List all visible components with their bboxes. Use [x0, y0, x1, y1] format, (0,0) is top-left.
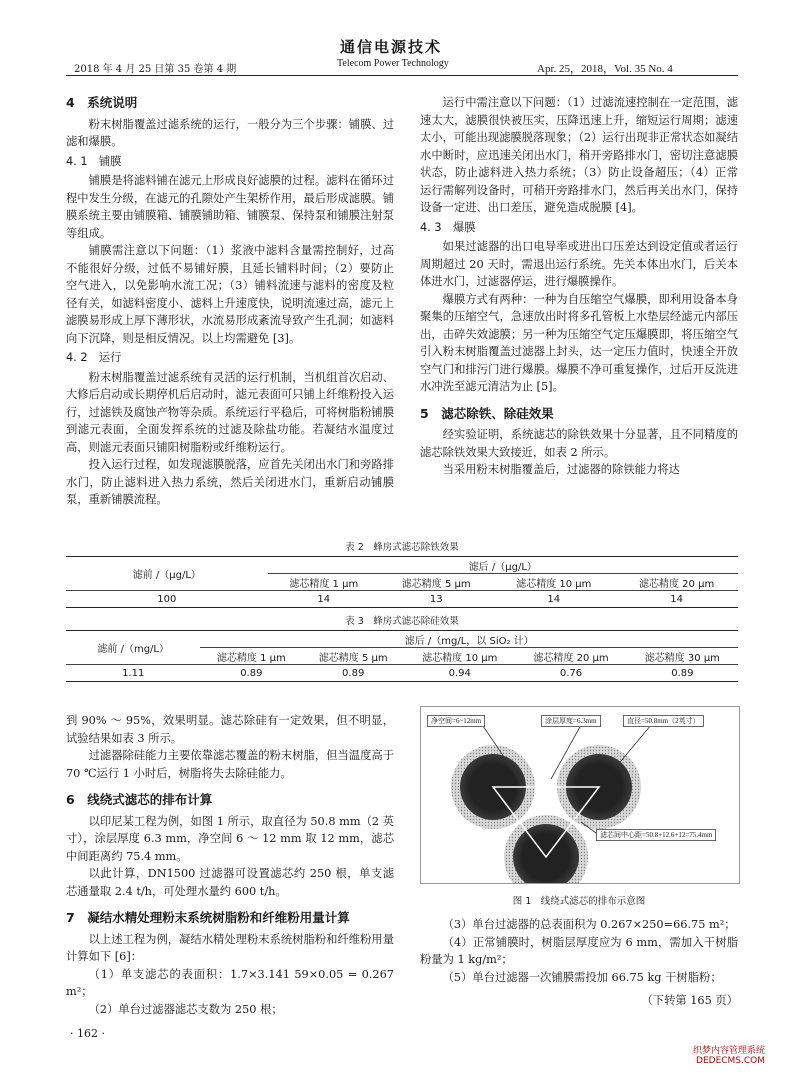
left-column: [66, 94, 394, 509]
table-2: [66, 540, 738, 608]
section-6-text-2: 以此计算，DN1500 过滤器可设置滤芯约 250 根，单支滤芯通量取 2.4 t/h，可处理水量约 600 t/h。: [66, 867, 394, 898]
section-7-text-2: （1）单支滤芯的表面积：1.7×3.141 59×0.05 = 0.267 m²；: [66, 967, 394, 998]
figure-1: [420, 706, 740, 884]
section-4-2-title: 4. 2 运行: [66, 351, 122, 364]
table-3-col-header: 滤芯精度 20 μm: [515, 648, 626, 665]
table-cell: 0.89: [240, 667, 263, 679]
table-2-row-header: 滤前 /（μg/L）: [66, 557, 268, 591]
section-4-3-text-1: 如果过滤器的出口电导率或进出口压差达到设定值或者运行周期超过 20 天时，需退出运行系统。先关本体出水门，后关本体进水门，过滤器停运，进行爆膜操作。: [420, 240, 738, 288]
table-3-col-header: 滤芯精度 1 μm: [200, 648, 302, 665]
right-column: [420, 94, 738, 479]
running-header: [0, 0, 793, 80]
table-3-col-header: 滤芯精度 5 μm: [302, 648, 404, 665]
table-cell: 14: [670, 593, 683, 605]
table-cell: 14: [317, 593, 331, 605]
section-7-text-4: （3）单台过滤器的总表面积为 0.267×250=66.75 m²；: [442, 918, 736, 931]
table-3-col-header: 滤芯精度 30 μm: [627, 648, 738, 665]
section-5-text-4: 过滤器除硅能力主要依靠滤芯覆盖的粉末树脂，但当温度高于 70 ℃运行 1 小时后，树脂将失去除硅能力。: [66, 749, 394, 780]
table-3-col-header: 滤芯精度 10 μm: [404, 648, 515, 665]
section-5-text-2: 当采用粉末树脂覆盖后，过滤器的除铁能力将达: [442, 463, 680, 476]
table-2-group-header: 滤后 /（μg/L）: [268, 557, 738, 574]
table-3-row-header: 滤前 /（mg/L）: [66, 631, 200, 665]
bottom-left-column: [66, 712, 394, 1018]
issue-info-en: Apr. 25，2018，Vol. 35 No. 4: [537, 63, 673, 75]
table-cell: 1.11: [122, 667, 145, 679]
section-7-text-5: （4）正常铺膜时，树脂层厚度应为 6 mm，需加入干树脂粉量为 1 kg/m²；: [420, 935, 738, 966]
journal-subtitle: Telecom Power Technology: [337, 58, 449, 69]
section-5-text-1: 经实验证明，系统滤芯的除铁效果十分显著，且不同精度的滤芯除铁效果大致接近，如表 2 所示。: [420, 428, 738, 459]
watermark-line-2: DEDECMS.COM: [696, 1056, 766, 1066]
table-cell: 14: [547, 593, 561, 605]
label-diameter: 直径=50.8mm（2英寸）: [623, 715, 704, 727]
section-5-title: 5 滤芯除铁、除硅效果: [420, 405, 554, 421]
section-4-text: 粉末树脂覆盖过滤系统的运行，一般分为三个步骤：铺膜、过滤和爆膜。: [66, 117, 394, 148]
filter-element-bottom: [504, 815, 588, 883]
issue-info-cn: 2018 年 4 月 25 日第 35 卷第 4 期: [74, 64, 237, 75]
section-4-3-text-2: 爆膜方式有两种：一种为自压缩空气爆膜，即利用设备本身聚集的压缩空气，急速放出时将多孔管板上水垫层经滤元内部压出，击碎失效滤膜；另一种为压缩空气定压爆膜即，将压缩空气引入粉末树脂覆盖过滤器上封头，达一定压力值时，快速全开放空气门和排污门进行爆膜。爆膜不净可重复操作，过后开反洗进水冲洗至滤元清洁为止 [5]。: [420, 292, 738, 393]
header-rule: [66, 75, 738, 76]
table-3: [66, 614, 738, 682]
section-4-2-text-2: 投入运行过程，如发现滤膜脱落，应首先关闭出水门和旁路排水门，防止滤料进入热力系统，然后关闭进水门，重新启动铺膜泵，重新铺膜流程。: [66, 458, 394, 506]
table-3-group-header: 滤后 /（mg/L，以 SiO₂ 计）: [200, 631, 738, 648]
table-cell: 0.89: [671, 667, 694, 679]
table-2-col-header: 滤芯精度 1 μm: [268, 574, 380, 591]
section-6-title: 6 线绕式滤芯的排布计算: [66, 792, 213, 807]
leader-line: [616, 725, 651, 767]
table-row: [66, 591, 738, 608]
section-7-text-3: （2）单台过滤器滤芯支数为 250 根；: [88, 1002, 283, 1016]
table-cell: 0.89: [342, 667, 365, 679]
section-4-2-text-3: 运行中需注意以下问题：（1）过滤流速控制在一定范围，滤速太大，滤膜很快被压实，压降迅速上升，缩短运行周期；滤速太小，可能出现滤膜脱落现象；（2）运行出现非正常状态如凝结水中断时，应迅速关闭出水门，稍开旁路排水门，密切注意滤膜状态，防止滤料进入热力系统；（3）防止设备超压；（4）正常运行需解列设备时，可稍开旁路排水门，然后再关出水门，保持设备一定进、出口差压，避免造成脱膜 [4]。: [420, 96, 738, 214]
table-cell: 100: [157, 593, 177, 605]
label-center-distance: 滤芯间中心距=50.8+12.6+12=75.4mm: [596, 829, 716, 841]
table-cell: 0.76: [559, 667, 583, 679]
section-7-text-6: （5）单台过滤器一次铺膜需投加 66.75 kg 干树脂粉；: [442, 970, 722, 984]
table-2-col-header: 滤芯精度 10 μm: [492, 574, 615, 591]
table-cell: 13: [429, 593, 443, 605]
table-3-caption: 表 3 蜂房式滤芯除硅效果: [345, 616, 459, 627]
label-coating: 涂层厚度=6.3mm: [541, 715, 601, 727]
section-7-title: 7 凝结水精处理粉末系统树脂粉和纤维粉用量计算: [66, 910, 350, 925]
table-row: [66, 665, 738, 682]
figure-1-caption: 图 1 线绕式滤芯的排布示意图: [512, 896, 646, 907]
label-clearance: 净空间=6~12mm: [427, 715, 485, 727]
watermark: [693, 1043, 765, 1066]
section-4-3-title: 4. 3 爆膜: [420, 220, 476, 234]
filter-layout-diagram: [421, 707, 739, 883]
section-4-1-text-1: 铺膜是将滤料铺在滤元上形成良好滤膜的过程。滤料在循环过程中发生分级，在滤元的孔隙处产生架桥作用，最后形成滤膜。铺膜系统主要由铺膜箱、铺膜铺助箱、铺膜泵、保持泵和铺膜注射泵等组成。: [66, 174, 394, 240]
section-4-1-text-2: 铺膜需注意以下问题：（1）浆液中滤料含量需控制好，过高不能很好分级，过低不易铺好膜，且延长铺料时间；（2）要防止空气进入，以免影响水流工况；（3）铺料流速与滤料的密度及粒径有关，如滤料密度小、滤料上升速度快，说明流速过高，滤元上滤膜易形成上厚下薄形状，水流易形成紊流导致产生孔洞；如滤料向下沉降，则是相反情况。以上均需避免 [3]。: [66, 244, 394, 345]
section-4-2-text-1: 粉末树脂覆盖过滤系统有灵活的运行机制，当机组首次启动、大修后启动或长期停机后启动时，滤元表面可只铺上纤维粉投入运行，过滤铁及腐蚀产物等杂质。系统运行平稳后，可将树脂粉铺膜到滤元表面，全面发挥系统的过滤及除盐功能。若凝结水温度过高，则滤元表面只铺阳树脂粉或纤维粉运行。: [66, 370, 394, 454]
section-4-title: 4 系统说明: [66, 95, 138, 110]
journal-title: 通信电源技术: [340, 38, 443, 56]
section-6-text-1: 以印尼某工程为例，如图 1 所示，取直径为 50.8 mm（2 英寸），涂层厚度 6.3 mm，净空间 6 ～ 12 mm 取 12 mm，滤芯中间距离约 75.4 mm。: [66, 814, 394, 863]
page-number: · 162 ·: [70, 1027, 105, 1040]
table-2-col-header: 滤芯精度 5 μm: [380, 574, 492, 591]
continued-note: （下转第 165 页）: [641, 994, 738, 1007]
table-2-col-header: 滤芯精度 20 μm: [615, 574, 738, 591]
bottom-right-column: [420, 916, 738, 1010]
section-7-text-1: 以上述工程为例，凝结水精处理粉末系统树脂粉和纤维粉用量计算如下 [6]：: [66, 932, 394, 963]
section-4-1-title: 4. 1 铺膜: [66, 154, 122, 168]
section-5-text-3: 到 90% ～ 95%，效果明显。滤芯除硅有一定效果，但不明显，试验结果如表 3 所示。: [66, 714, 394, 745]
watermark-line-1: 织梦内容管理系统: [693, 1046, 766, 1056]
table-2-caption: 表 2 蜂房式滤芯除铁效果: [345, 542, 459, 553]
table-cell: 0.94: [448, 667, 471, 679]
